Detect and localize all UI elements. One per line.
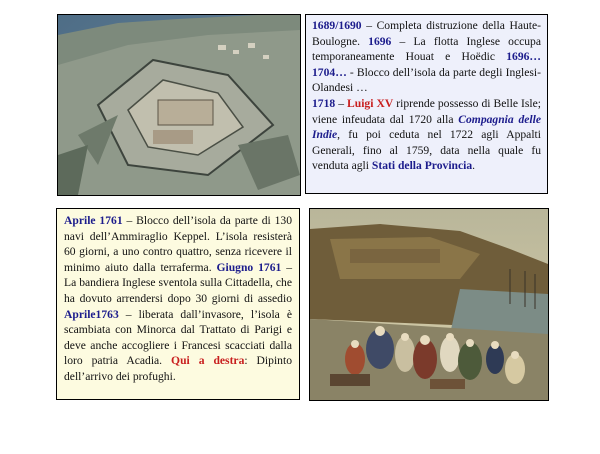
date-1689: 1689/1690	[312, 19, 362, 32]
text-aprile-1761: – Blocco dell’isola da parte di 130 navi dell’Ammiraglio Keppel. L’isola resisterà 60 giorni, a uno contro quattro, senza ricevere il minimo aiuto dalla terraferma.	[64, 214, 293, 274]
name-luigi-xv: Luigi XV	[347, 96, 394, 110]
text-aprile-1763: – liberata dall’invasore, l’isola è scambiata con Minorca dal Trattato di Parigi e deve anche accogliere i Francesi scacciati dalla loro patria Acadia.	[64, 307, 292, 368]
date-giugno-1761: Giugno 1761	[216, 260, 282, 274]
text-1718: riprende possesso di Belle Isle; viene infeudata dal 1720 alla	[312, 96, 541, 126]
text-end: .	[472, 159, 476, 173]
sep-1718: –	[335, 96, 348, 110]
date-1718: 1718	[312, 96, 336, 110]
refugees-painting	[309, 208, 549, 401]
date-aprile-1763: Aprile1763	[64, 307, 119, 321]
company-indie: Compagnia delle Indie	[312, 112, 541, 142]
qui-a-destra: Qui a destra	[171, 354, 245, 368]
text-1689: – Completa distruzione della Haute-Boulogne.	[312, 19, 541, 48]
text-1718-2: , fu poi ceduta nel 1722 agli Appalti Generali, fino al 1759, data nella quale fu venduta agli	[312, 128, 541, 173]
date-1696-1704: 1696…1704…	[312, 50, 541, 79]
text-1696-1704: - Blocco dell’isola da parte degli Inglesi-Olandesi …	[312, 65, 541, 95]
text-giugno-1761: – La bandiera Inglese sventola sulla Cittadella, che ha dovuto arrendersi dopo 30 giorni di assedio	[64, 260, 292, 305]
history-text-box-1	[305, 14, 548, 194]
text-painting: : Dipinto dell’arrivo dei profughi.	[64, 354, 292, 383]
citadel-aerial-photo	[57, 14, 301, 196]
date-1696: 1696	[368, 34, 392, 48]
stati-provincia: Stati della Provincia	[371, 159, 473, 173]
text-1696: – La flotta Inglese occupa temporaneamente Houat e Hoëdic	[312, 34, 541, 64]
date-aprile-1761: Aprile 1761	[64, 214, 123, 227]
history-text-box-2	[56, 208, 300, 400]
